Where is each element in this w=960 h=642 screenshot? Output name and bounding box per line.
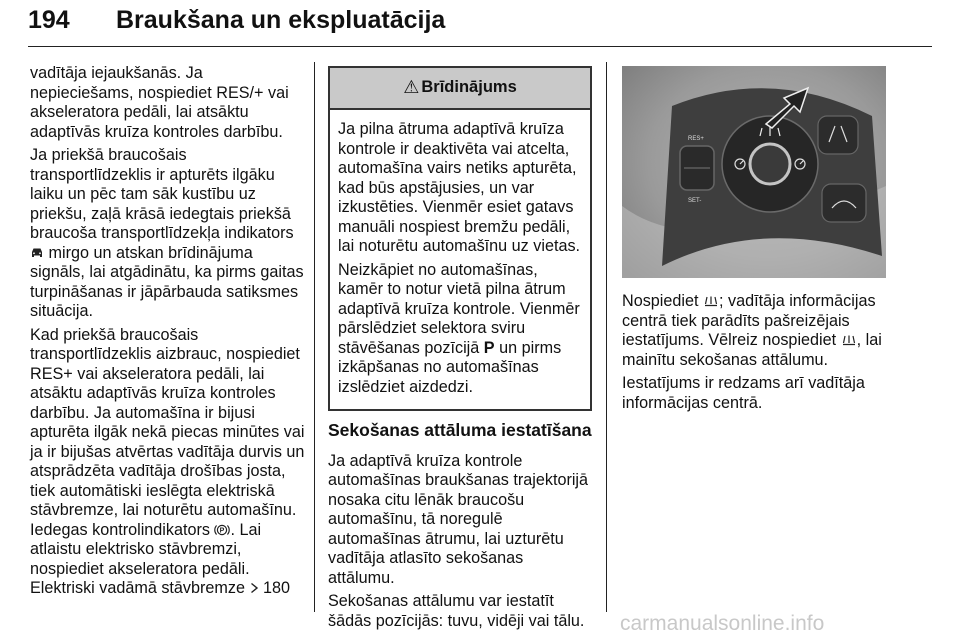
lane-assist-button (818, 116, 858, 154)
paragraph: Ja pilna ātruma adaptīvā kruīza kontrole ir deaktivēta vai atcelta, automašīna vairs netiks apturēta, kad būs apstājusies, un var izkustēties. Vienmēr esiet gatavs manuāli nospiest bremžu pedāli, lai noturētu automašīnu uz vietas. (338, 120, 581, 255)
left-column (30, 64, 306, 603)
paragraph: Iestatījums ir redzams arī vadītāja informācijas centrā. (622, 374, 865, 412)
paragraph: Sekošanas attālumu var iestatīt šādās pozīcijās: tuvu, vidēji vai tālu. (328, 592, 585, 630)
middle-column (328, 66, 592, 635)
chapter-title: Braukšana un ekspluatācija (116, 6, 446, 34)
header-rule (28, 46, 932, 47)
column-divider-left (314, 62, 315, 612)
paragraph: Neizkāpiet no automašīnas, kamēr to notur vietā pilna ātrum adaptīvā kruīza kontrole. Vienmēr pārslēdziet selektora sviru stāvēšanas pozīcijā P un pirms izkāpšanas no automašīnas izslēdziet aizdedzi. (338, 260, 580, 396)
page-header (28, 6, 932, 46)
center-button (750, 144, 790, 184)
set-label: SET- (688, 198, 702, 204)
paragraph: Ja priekšā braucošais transportlīdzeklis ir apturēts ilgāku laiku un pēc tam sāk kustību uz priekšu, zaļā krāsā iedegtais priekšā braucoša transportlīdzekļa indikators mirgo un atskan brīdinājuma signāls, lai atgādinātu, ka pirms gaitas turpināšanas ir jāpārbauda satiksmes situācija. (30, 146, 304, 320)
res-label: RES+ (688, 136, 704, 142)
warning-header (330, 68, 590, 110)
column-divider-right (606, 62, 607, 612)
watermark: carmanualsonline.info (620, 612, 825, 635)
paragraph: Nospiediet ; vadītāja informācijas centrā tiek parādīts pašreizējais iestatījums. Vēlreiz nospiediet , lai mainītu sekošanas attālumu. (622, 292, 882, 369)
page-number: 194 (28, 6, 70, 34)
page-reference[interactable]: 180 (263, 579, 291, 597)
paragraph: vadītāja iejaukšanās. Ja nepieciešams, nospiediet RES/+ vai akseleratora pedāli, lai atsāktu adaptīvās kruīza kontroles darbību. (30, 64, 289, 141)
follow-distance-icon (841, 334, 857, 346)
steering-wheel-controls-photo (622, 66, 886, 278)
section-heading: Sekošanas attāluma iestatīšana (328, 420, 592, 440)
paragraph: Ja adaptīvā kruīza kontrole automašīnas braukšanas trajektorijā nosaka citu lēnāk braucošu automašīnu, tā noregulē automašīnas ātrumu, lai uzturētu vadītāja atlasīto sekošanas attālumu. (328, 451, 589, 587)
page-reference-arrow-icon (250, 582, 259, 594)
follow-distance-icon (703, 295, 719, 307)
paragraph: Kad priekšā braucošais transportlīdzeklis aizbrauc, nospiediet RES+ vai akseleratora pedāli, lai atsāktu adaptīvās kruīza kontroles darbību. Ja automašīna ir bijusi apturēta ilgāk nekā piecas minūtes vai ja ir bijušas atvērtas vadītāja durvis un atsprādzēta vadītāja drošības josta, tiek automātiski ieslēgta elektriskā stāvbremze, lai noturētu automašīnu. Iedegas kontrolindikators P . Lai atlaistu elektrisko stāvbremzi, nospiediet akseleratora pedāli. Elektriski vadāmā stāvbremze 180 (30, 325, 305, 597)
vehicle-ahead-icon (30, 247, 44, 259)
warning-box (328, 66, 592, 411)
warning-body (330, 110, 590, 409)
svg-text:P: P (220, 527, 225, 535)
warning-triangle-icon: ⚠ (403, 77, 420, 98)
right-column (622, 66, 886, 417)
heated-wheel-button (822, 184, 866, 222)
parking-brake-icon (214, 523, 230, 537)
warning-title: Brīdinājums (421, 78, 517, 97)
